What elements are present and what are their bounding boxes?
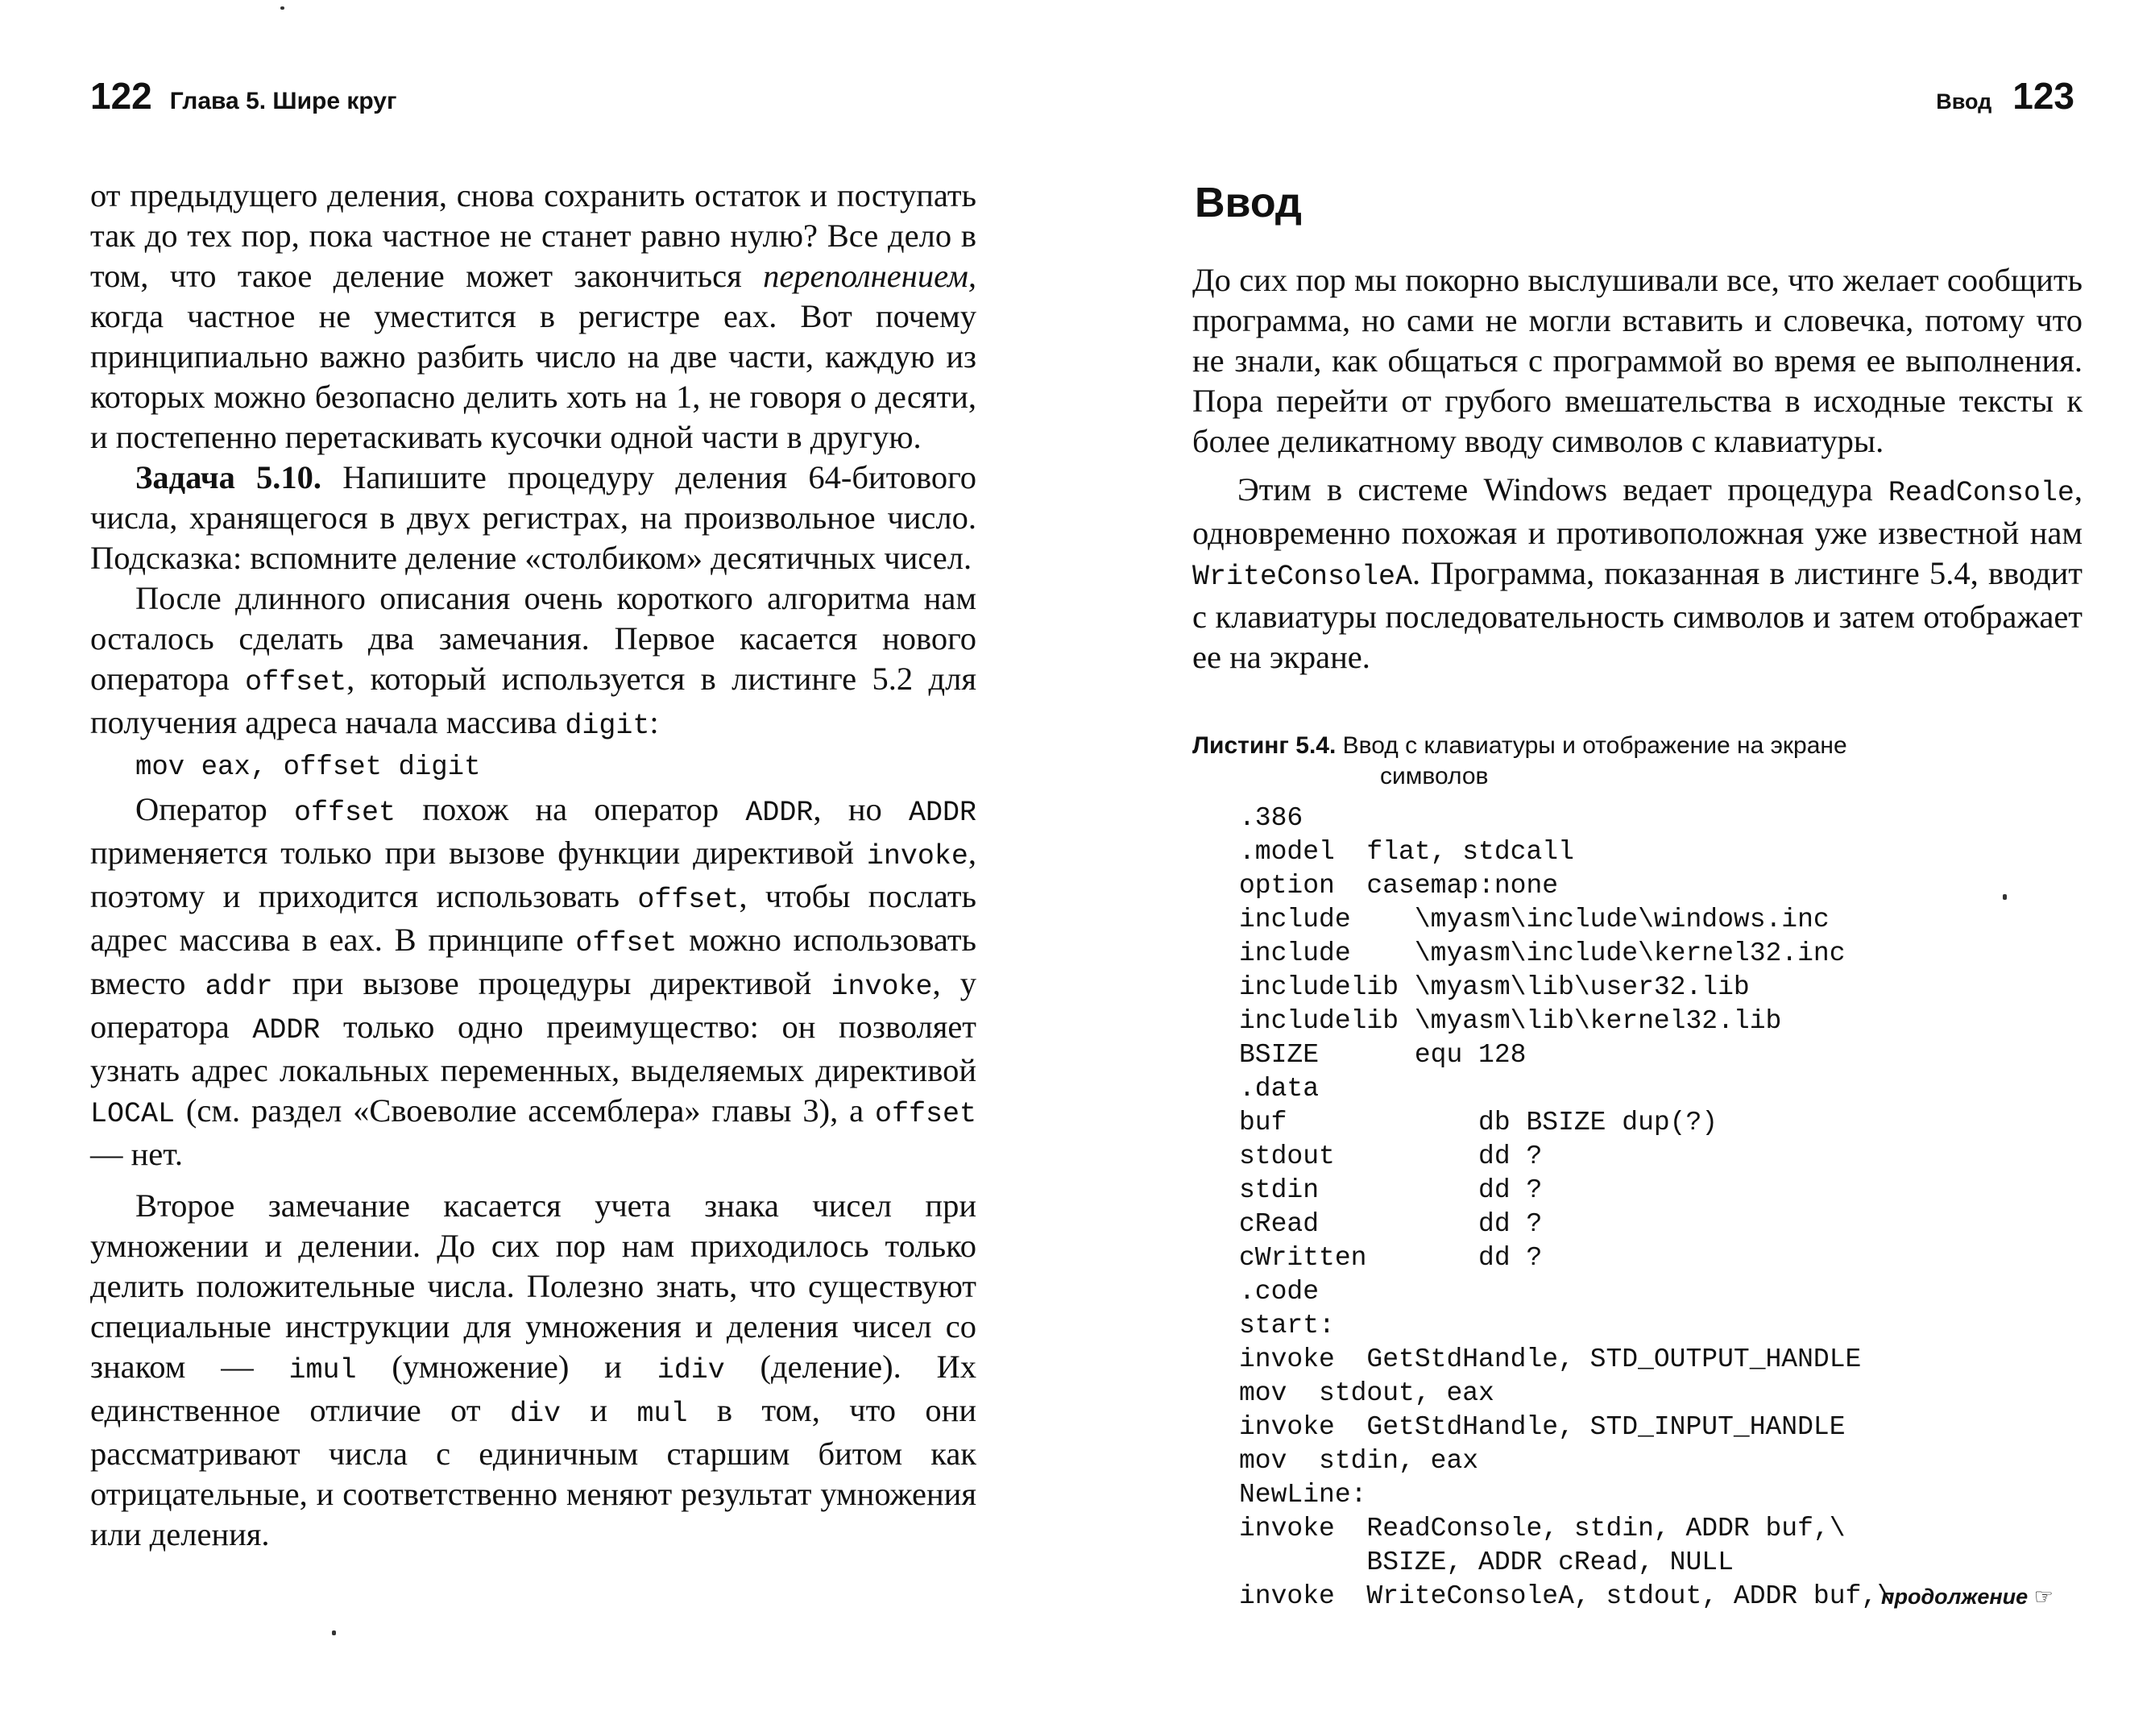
code-example: mov eax, offset digit — [135, 752, 481, 783]
code-line: .model flat, stdcall — [1239, 837, 1574, 867]
text: , который используется в листинге 5.2 для получения адреса начала массива — [90, 661, 976, 740]
inline-code: addr — [205, 971, 273, 1003]
text: , у оператора — [90, 965, 977, 1045]
text: , но — [813, 791, 882, 827]
text: : — [649, 704, 659, 740]
right-page — [1076, 0, 2151, 1736]
code-line: BSIZE, ADDR cRead, NULL — [1239, 1547, 1734, 1577]
text: , чтобы послать адрес массива в eax. В принципе — [90, 878, 976, 958]
inline-code: invoke — [831, 971, 933, 1003]
text: от предыдущего деления, снова сохранить остаток и поступать так до тех пор, пока частное не станет равно нулю? Все дело в том, что такое деление может закончиться — [90, 177, 976, 294]
inline-code: ADDR — [745, 797, 814, 829]
inline-code: offset — [874, 1098, 977, 1130]
text: Второе замечание касается учета знака чисел при умножении и делении. До сих пор нам приходилось только делить положительные числа. Полезно знать, что существуют специальные инструкции для умножения и деления чисел со знаком — — [90, 1187, 976, 1385]
code-line: stdin dd ? — [1239, 1175, 1543, 1205]
left-body-text — [90, 176, 976, 1555]
text: можно использовать вместо — [90, 922, 977, 1001]
code-line: invoke GetStdHandle, STD_INPUT_HANDLE — [1239, 1412, 1846, 1442]
problem-text: Напишите процедуру деления 64-битового числа, хранящегося в двух регистрах, на произвольное число. Подсказка: вспомните деление «столбиком» десятичных чисел. — [90, 459, 976, 576]
text: при вызове процедуры директивой — [292, 965, 812, 1001]
listing-caption — [1192, 731, 2038, 792]
page-number: 122 — [90, 75, 152, 117]
text: После длинного описания очень короткого алгоритма нам осталось сделать два замечания. Первое касается нового оператора — [90, 580, 976, 697]
running-head-label: Ввод — [1936, 89, 1992, 114]
code-line: invoke ReadConsole, stdin, ADDR buf,\ — [1239, 1514, 1846, 1543]
paragraph: До сих пор мы покорно выслушивали все, что желает сообщить программа, но сами не могли вставить и словечка, потому что не знали, как общаться с программой во время ее выполнения. Пора перейти от грубого вмешательства в исходные тексты к более деликатному вводу символов с клавиатуры. — [1192, 262, 2083, 459]
code-line: invoke WriteConsoleA, stdout, ADDR buf,\ — [1239, 1581, 1893, 1611]
paragraph — [90, 1186, 976, 1555]
inline-code: invoke — [866, 840, 968, 872]
inline-code: idiv — [657, 1354, 725, 1386]
section-heading: Ввод — [1195, 180, 1302, 226]
text: только одно преимущество: он позволяет узнать адрес локальных переменных, выделяемых директивой — [90, 1009, 976, 1088]
problem-label: Задача 5.10. — [135, 459, 322, 495]
inline-code: mul — [636, 1398, 688, 1430]
paragraph — [90, 176, 976, 458]
code-line: stdout dd ? — [1239, 1141, 1543, 1171]
text: применяется только при вызове функции директивой — [90, 835, 854, 871]
chapter-title: Глава 5. Шире круг — [169, 88, 397, 114]
continuation-note: продолжение ☞ — [1881, 1585, 2054, 1609]
text: Оператор — [135, 791, 267, 827]
right-running-head — [1936, 74, 2074, 118]
code-line: .code — [1239, 1277, 1320, 1307]
text: в том, что они рассматривают числа с единичным старшим битом как отрицательные, и соответственно меняют результат умножения или деления. — [90, 1392, 977, 1552]
inline-code: LOCAL — [90, 1098, 176, 1130]
code-line: mov stdin, eax — [1239, 1446, 1479, 1476]
code-line: includelib \myasm\lib\kernel32.lib — [1239, 1006, 1782, 1036]
inline-code: offset — [575, 927, 678, 959]
code-line: includelib \myasm\lib\user32.lib — [1239, 972, 1750, 1002]
code-line: start: — [1239, 1311, 1335, 1340]
text: (умножение) и — [392, 1349, 622, 1385]
text: , поэтому и приходится использовать — [90, 835, 976, 914]
text: . Программа, показанная в листинге 5.4, вводит с клавиатуры последовательность символов и затем отображает ее на экране. — [1192, 555, 2083, 675]
inline-code: offset — [637, 884, 740, 916]
text: — нет. — [90, 1136, 184, 1172]
paragraph — [90, 789, 976, 1175]
problem-statement — [90, 458, 976, 578]
code-line: mov stdout, eax — [1239, 1378, 1494, 1408]
inline-code: ADDR — [252, 1014, 321, 1046]
inline-code: offset — [245, 666, 347, 698]
caption-label: Листинг 5.4. — [1192, 732, 1337, 759]
text: , одновременно похожая и противоположная уже известной нам — [1192, 471, 2083, 551]
text: (деление). Их единственное отличие от — [90, 1349, 977, 1428]
page-number: 123 — [2012, 75, 2074, 117]
caption-text: Ввод с клавиатуры и отображение на экране — [1342, 732, 1847, 759]
inline-code: ADDR — [909, 797, 977, 829]
caption-text: символов — [1380, 763, 1489, 789]
inline-code: imul — [288, 1354, 357, 1386]
paragraph — [1192, 470, 2083, 677]
text: похож на оператор — [422, 791, 719, 827]
right-body-text — [1192, 260, 2083, 677]
code-line: invoke GetStdHandle, STD_OUTPUT_HANDLE — [1239, 1344, 1862, 1374]
code-line: NewLine: — [1239, 1480, 1367, 1510]
code-line: cWritten dd ? — [1239, 1243, 1543, 1273]
paragraph — [90, 578, 976, 746]
code-line: include \myasm\include\kernel32.inc — [1239, 938, 1846, 968]
code-line: buf db BSIZE dup(?) — [1239, 1108, 1718, 1137]
code-line: BSIZE equ 128 — [1239, 1040, 1527, 1070]
code-line: cRead dd ? — [1239, 1209, 1543, 1239]
code-listing — [1239, 802, 1893, 1614]
left-running-head — [90, 74, 396, 118]
inline-code: ReadConsole — [1888, 477, 2074, 509]
inline-code: WriteConsoleA — [1192, 561, 1413, 593]
code-line: .386 — [1239, 803, 1303, 833]
italic-term: переполнением, — [763, 258, 977, 294]
text: Этим в системе Windows ведает процедура — [1237, 471, 1873, 508]
code-line: .data — [1239, 1074, 1320, 1104]
inline-code: offset — [294, 797, 396, 829]
inline-code: digit — [565, 710, 650, 742]
code-line: option casemap:none — [1239, 871, 1559, 901]
text: и — [590, 1392, 608, 1428]
text: когда частное не уместится в регистре eax. Вот почему принципиально важно разбить число на две части, каждую из которых можно безопасно делить хоть на 1, не говоря о десяти, и постепенно перетаскивать кусочки одной части в другую. — [90, 298, 976, 455]
code-line: include \myasm\include\windows.inc — [1239, 905, 1830, 934]
text: (см. раздел «Своеволие ассемблера» главы 3), а — [185, 1092, 864, 1129]
inline-code: div — [509, 1398, 561, 1430]
